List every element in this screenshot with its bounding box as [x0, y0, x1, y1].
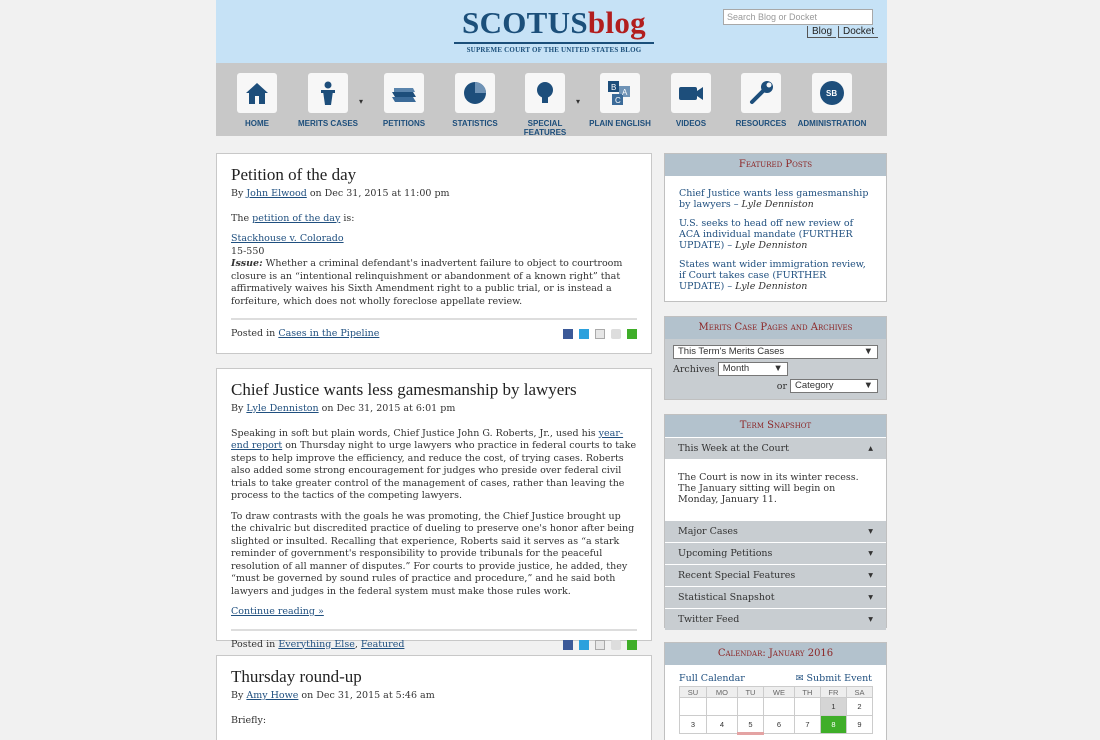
post-footer: Posted in Everything Else, Featured	[231, 629, 637, 652]
logo-tagline: SUPREME COURT OF THE UNITED STATES BLOG	[454, 42, 654, 54]
upcoming-petitions-toggle[interactable]: Upcoming Petitions ▾	[665, 542, 886, 564]
statistical-snapshot-toggle[interactable]: Statistical Snapshot ▾	[665, 586, 886, 608]
archives-label: Archives	[673, 363, 715, 375]
abc-blocks-icon	[605, 78, 635, 108]
special-dropdown-caret[interactable]: ▾	[576, 97, 581, 106]
chevron-up-icon: ▴	[868, 443, 873, 454]
issue-text: Whether a criminal defendant's inadvertent failure to object to courtroom closure is an “intentional relinquishment or abandonment of a known right” that affirmatively waives his Sixth Amendment right to a public trial, or is instead a forfeiture, which does not wholly foreclose appellate review.	[231, 258, 623, 307]
post-title[interactable]: Thursday round-up	[231, 667, 362, 686]
year-end-report-link[interactable]: year-end report	[231, 427, 624, 451]
full-calendar-link[interactable]: Full Calendar	[679, 673, 745, 684]
this-week-body: The Court is now in its winter recess. The January sitting will begin on Monday, January 11.	[665, 459, 886, 520]
post-petition-of-the-day	[216, 153, 652, 354]
post-list	[216, 153, 652, 740]
term-snapshot-box	[664, 414, 887, 628]
category-link[interactable]: Cases in the Pipeline	[278, 328, 380, 339]
share-icons	[563, 640, 637, 650]
docket-number: 15-550	[231, 245, 265, 257]
category-select[interactable]: Category ▼	[790, 379, 878, 393]
share-icons	[563, 329, 637, 339]
nav-home-label: HOME	[245, 119, 269, 128]
nav-resources[interactable]	[726, 73, 796, 128]
podium-icon	[313, 78, 343, 108]
featured-post-link[interactable]: Chief Justice wants less gamesmanship by lawyers – Lyle Denniston	[679, 188, 869, 210]
nav-administration[interactable]	[797, 73, 867, 128]
chevron-down-icon: ▾	[868, 548, 873, 559]
featured-posts-box	[664, 153, 887, 302]
nav-videos[interactable]	[656, 73, 726, 128]
special-features-toggle[interactable]: Recent Special Features ▾	[665, 564, 886, 586]
submit-event-link[interactable]: ✉ Submit Event	[795, 673, 872, 684]
twitter-icon[interactable]	[579, 640, 589, 650]
calendar-day[interactable]: 6	[763, 716, 794, 734]
calendar-day[interactable]: 4	[707, 716, 738, 734]
nav-special-label: SPECIAL FEATURES	[523, 119, 567, 137]
author-link[interactable]: Lyle Denniston	[246, 403, 319, 414]
issue-label: Issue:	[231, 258, 263, 269]
case-block	[231, 233, 637, 308]
pie-chart-icon	[460, 78, 490, 108]
calendar-day-today[interactable]: 8	[820, 716, 846, 734]
featured-post-link[interactable]: U.S. seeks to head off new review of ACA individual mandate (FURTHER UPDATE) – Lyle Denniston	[679, 218, 854, 251]
category-link[interactable]: Featured	[360, 638, 405, 650]
search-input[interactable]: Search Blog or Docket	[723, 9, 873, 25]
author-link[interactable]: Amy Howe	[246, 690, 299, 701]
this-week-toggle[interactable]: This Week at the Court ▴	[665, 437, 886, 459]
post-thursday-round-up	[216, 655, 652, 740]
major-cases-toggle[interactable]: Major Cases ▾	[665, 520, 886, 542]
calendar-day[interactable]: 3	[680, 716, 707, 734]
nav-administration-label: ADMINISTRATION	[797, 119, 867, 128]
calendar-day	[737, 698, 763, 716]
sidebar	[664, 153, 887, 740]
calendar-day	[707, 698, 738, 716]
post-title[interactable]: Chief Justice wants less gamesmanship by lawyers	[231, 380, 577, 399]
chevron-down-icon: ▼	[863, 346, 873, 357]
term-snapshot-heading: Term Snapshot	[665, 415, 886, 437]
print-icon[interactable]	[611, 329, 621, 339]
case-link[interactable]: Stackhouse v. Colorado	[231, 233, 344, 244]
nav-plain-english-label: PLAIN ENGLISH	[589, 119, 651, 128]
post-meta: By Amy Howe on Dec 31, 2015 at 5:46 am	[231, 690, 435, 701]
chevron-down-icon: ▼	[773, 363, 783, 374]
chevron-down-icon: ▾	[868, 614, 873, 625]
svg-text:SB: SB	[826, 89, 838, 98]
calendar-day[interactable]: 7	[794, 716, 820, 734]
post-title[interactable]: Petition of the day	[231, 165, 357, 184]
merits-archives-heading: Merits Case Pages and Archives	[665, 317, 886, 339]
category-link[interactable]: Everything Else	[278, 638, 355, 650]
merits-archives-box	[664, 316, 887, 400]
post-chief-justice	[216, 368, 652, 650]
nav-statistics[interactable]	[440, 73, 510, 128]
search-buttons	[805, 26, 878, 38]
logo-blog: blog	[587, 5, 646, 40]
share-icon[interactable]	[627, 329, 637, 339]
featured-post-link[interactable]: States want wider immigration review, if Court takes case (FURTHER UPDATE) – Lyle Denniston	[679, 259, 866, 292]
calendar-day	[763, 698, 794, 716]
nav-petitions-label: PETITIONS	[382, 119, 426, 128]
svg-text:A: A	[622, 88, 628, 97]
nav-special-features[interactable]	[510, 73, 580, 137]
calendar-day[interactable]: 9	[846, 716, 872, 734]
post-meta: By Lyle Denniston on Dec 31, 2015 at 6:01 pm	[231, 403, 456, 414]
site-logo[interactable]	[454, 6, 654, 54]
post-meta: By John Elwood on Dec 31, 2015 at 11:00 pm	[231, 188, 450, 199]
merits-dropdown-caret[interactable]: ▾	[359, 97, 364, 106]
chevron-down-icon: ▼	[863, 380, 873, 391]
or-label: or	[776, 380, 787, 392]
petition-link[interactable]: petition of the day	[252, 212, 341, 224]
merits-cases-select[interactable]: This Term's Merits Cases ▼	[673, 345, 878, 359]
nav-merits-cases[interactable]	[293, 73, 363, 128]
calendar-day	[794, 698, 820, 716]
logo-scotus: SCOTUS	[462, 5, 588, 40]
continue-reading-link[interactable]: Continue reading »	[231, 606, 324, 617]
nav-petitions[interactable]	[369, 73, 439, 128]
search-docket-button[interactable]: Docket	[838, 26, 878, 38]
svg-text:B: B	[611, 83, 617, 92]
site-header	[216, 0, 887, 63]
calendar-heading: Calendar: January 2016	[665, 643, 886, 665]
nav-resources-label: RESOURCES	[735, 119, 787, 128]
chevron-down-icon: ▾	[868, 592, 873, 603]
nav-statistics-label: STATISTICS	[452, 119, 498, 128]
main-nav	[216, 63, 887, 136]
chevron-down-icon: ▾	[868, 570, 873, 581]
nav-merits-label: MERITS CASES	[297, 119, 358, 128]
facebook-icon[interactable]	[563, 640, 573, 650]
post-paragraph: To draw contrasts with the goals he was promoting, the Chief Justice brought up the chivalric but discredited practice of dueling to preserve one's honor after being slighted or insulted. Recalling that experience, Roberts said it serves as “a stark reminder of government's responsibility to provide tribunals for the peaceful resolution of all manner of disputes.” For courts to provide justice, he added, they “must be governed by sound rules of practice and procedure,” and he said both lawyers and judges in the federal system must make those rules work.	[231, 510, 635, 597]
email-icon[interactable]	[595, 329, 605, 339]
calendar-day[interactable]: 1	[820, 698, 846, 716]
sb-seal-icon	[817, 78, 847, 108]
home-icon	[242, 78, 272, 108]
twitter-icon[interactable]	[579, 329, 589, 339]
svg-text:C: C	[615, 96, 621, 105]
author-link[interactable]: John Elwood	[246, 188, 307, 199]
calendar-day[interactable]: 5	[737, 716, 763, 734]
post-footer: Posted in Cases in the Pipeline	[231, 318, 637, 341]
print-icon[interactable]	[611, 640, 621, 650]
facebook-icon[interactable]	[563, 329, 573, 339]
chevron-down-icon: ▾	[868, 526, 873, 537]
calendar-grid: SU MO TU WE TH FR SA 1 2 3 4 5 6 7 8 9	[679, 686, 873, 735]
page	[216, 0, 887, 740]
calendar-box	[664, 642, 887, 740]
wrench-icon	[746, 78, 776, 108]
twitter-feed-toggle[interactable]: Twitter Feed ▾	[665, 608, 886, 630]
calendar-day	[680, 698, 707, 716]
month-select[interactable]: Month ▼	[718, 362, 788, 376]
post-intro: The petition of the day is:	[231, 212, 355, 224]
video-camera-icon	[676, 78, 706, 108]
search-blog-button[interactable]: Blog	[807, 26, 836, 38]
post-paragraph: Speaking in soft but plain words, Chief Justice John G. Roberts, Jr., used his year-end report on Thursday night to urge lawyers who practice in federal courts to take steps to help improve the efficiency, and reduce the cost, of trying cases. Roberts also added some strong encouragement for judges who preside over federal civil trials to take greater control of the management of cases, rather than leaving the process to the tactics of the competing lawyers.	[231, 427, 637, 501]
share-icon[interactable]	[627, 640, 637, 650]
featured-posts-heading: Featured Posts	[665, 154, 886, 176]
post-paragraph: Briefly:	[231, 714, 267, 726]
calendar-day[interactable]: 2	[846, 698, 872, 716]
email-icon[interactable]	[595, 640, 605, 650]
lightbulb-icon	[530, 78, 560, 108]
papers-icon	[389, 78, 419, 108]
nav-videos-label: VIDEOS	[675, 119, 707, 128]
nav-plain-english[interactable]	[585, 73, 655, 128]
nav-home[interactable]	[222, 73, 292, 128]
